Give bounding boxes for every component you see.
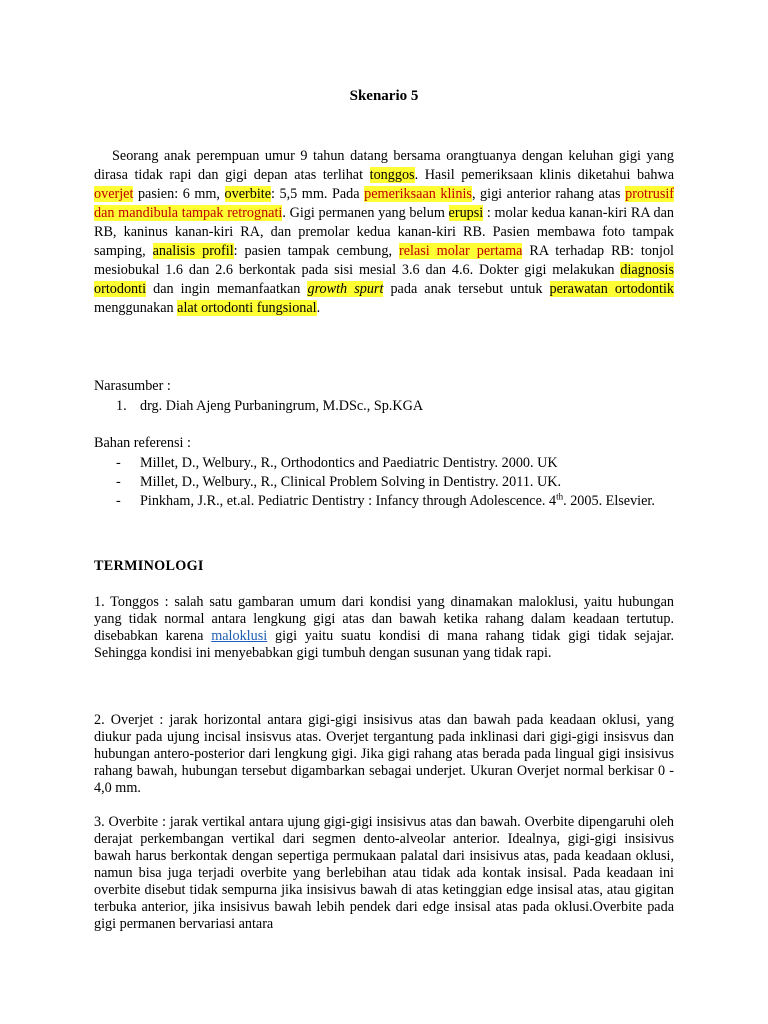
keyword-highlight: relasi molar pertama (398, 243, 523, 259)
text-span: Seorang anak perempuan umur 9 tahun datang bersama orangtuanya dengan keluhan gigi yang dirasa tidak rapi dan gigi depan atas terlihat (94, 148, 674, 183)
text-span: . (316, 300, 321, 316)
text-span: , gigi anterior rahang atas (471, 186, 626, 202)
list-item (94, 454, 674, 473)
keyword-highlight: overjet (94, 186, 134, 202)
list-item (94, 473, 674, 492)
term-paragraph-3: 3. Overbite : jarak vertikal antara ujung gigi-gigi insisivus atas dan bawah. Overbite dipengaruhi oleh derajat perkembangan vertikal dari segmen dento-alveolar anterior. Idealnya, gigi-gigi insisivus bawah harus berkontak dengan sepertiga permukaan palatal dari insisivus atas, pada keadaan oklusi, namun bisa juga terjadi overbite yang berlebihan atau tidak ada kontak insisal. Pada keadaan ini overbite disebut tidak sempurna jika insisivus bawah di atas ketinggian edge insisal atas, atau gigitan terbuka anterior, jika insisivus bawah lebih pendek dari edge insisal atas pada oklusi.Overbite pada gigi permanen bervariasi antara (94, 814, 674, 932)
list-item-text: Millet, D., Welbury., R., Orthodontics and Paediatric Dentistry. 2000. UK (140, 455, 558, 471)
list-item-text: drg. Diah Ajeng Purbaningrum, M.DSc., Sp.KGA (140, 398, 424, 414)
list-item-text: . 2005. Elsevier. (563, 493, 655, 509)
keyword-highlight: growth spurt (307, 281, 384, 297)
text-span: menggunakan (94, 300, 178, 316)
narasumber-label: Narasumber : (94, 378, 171, 394)
text-span: : 5,5 mm. Pada (271, 186, 365, 202)
list-number: 1. (116, 398, 127, 414)
term-paragraph-1 (94, 594, 674, 662)
superscript: th (556, 491, 564, 502)
text-span: : molar kedua kanan-kiri RA dan RB, kaninus kanan-kiri RA, dan premolar kedua kanan-kiri RB. Pasien membawa foto tampak samping, (94, 205, 674, 259)
keyword-highlight: alat ortodonti fungsional (177, 300, 317, 316)
maloklusi-link[interactable]: maloklusi (211, 628, 268, 644)
text-span: . Hasil pemeriksaan klinis diketahui bahwa (414, 167, 675, 183)
text-span: : pasien tampak cembung, (233, 243, 399, 259)
text-span: pasien: 6 mm, (133, 186, 225, 202)
keyword-highlight: erupsi (448, 205, 484, 221)
keyword-highlight: perawatan ortodontik (549, 281, 674, 297)
keyword-highlight: protrusif dan mandibula tampak retrognati (94, 186, 675, 221)
referensi-label: Bahan referensi : (94, 435, 191, 451)
text-span: dan ingin memanfaatkan (146, 281, 308, 297)
text-span: pada anak tersebut untuk (383, 281, 550, 297)
list-item (94, 492, 674, 511)
list-dash: - (116, 455, 121, 471)
narasumber-list (94, 397, 423, 416)
keyword-highlight: diagnosis ortodonti (94, 262, 674, 297)
text-span: gigi yaitu suatu kondisi di mana rahang tidak gigi tidak sejajar. Sehingga kondisi ini menyebabkan gigi tumbuh dengan susunan yang tidak rapi. (94, 628, 674, 661)
term-paragraph-2: 2. Overjet : jarak horizontal antara gigi-gigi insisivus atas dan bawah pada keadaan oklusi, yang diukur pada ujung incisal insisvus atas. Overjet tergantung pada inklinasi dari gigi-gigi insisvus dan hubungan antero-posterior dari lengkung gigi. Jika gigi rahang atas berada pada lingual gigi insisivus rahang bawah, hubungan tersebut digambarkan sebagai underjet. Ukuran Overjet normal berkisar 0 - 4,0 mm. (94, 712, 674, 796)
list-item (94, 397, 423, 416)
list-dash: - (116, 493, 121, 509)
page-title: Skenario 5 (349, 88, 419, 104)
keyword-highlight: analisis profil (152, 243, 234, 259)
referensi-list (94, 454, 674, 511)
list-item-text: Pinkham, J.R., et.al. Pediatric Dentistry : Infancy through Adolescence. 4 (140, 493, 557, 509)
text-span: . Gigi permanen yang belum (282, 205, 449, 221)
section-heading: TERMINOLOGI (94, 558, 204, 574)
list-dash: - (116, 474, 121, 490)
keyword-highlight: pemeriksaan klinis (364, 186, 472, 202)
keyword-highlight: overbite (224, 186, 272, 202)
list-item-text: Millet, D., Welbury., R., Clinical Problem Solving in Dentistry. 2011. UK. (140, 474, 562, 490)
text-span: RA terhadap RB: tonjol mesiobukal 1.6 dan 2.6 berkontak pada sisi mesial 3.6 dan 4.6. Dokter gigi melakukan (94, 243, 675, 278)
text-span: 1. Tonggos : salah satu gambaran umum dari kondisi yang dinamakan maloklusi, yaitu hubungan yang tidak normal antara lengkung gigi atas dan bawah ketika rahang dalam keadaan tertutup. disebabkan karena (94, 594, 674, 644)
keyword-highlight: tonggos (369, 167, 415, 183)
scenario-paragraph (94, 147, 674, 318)
